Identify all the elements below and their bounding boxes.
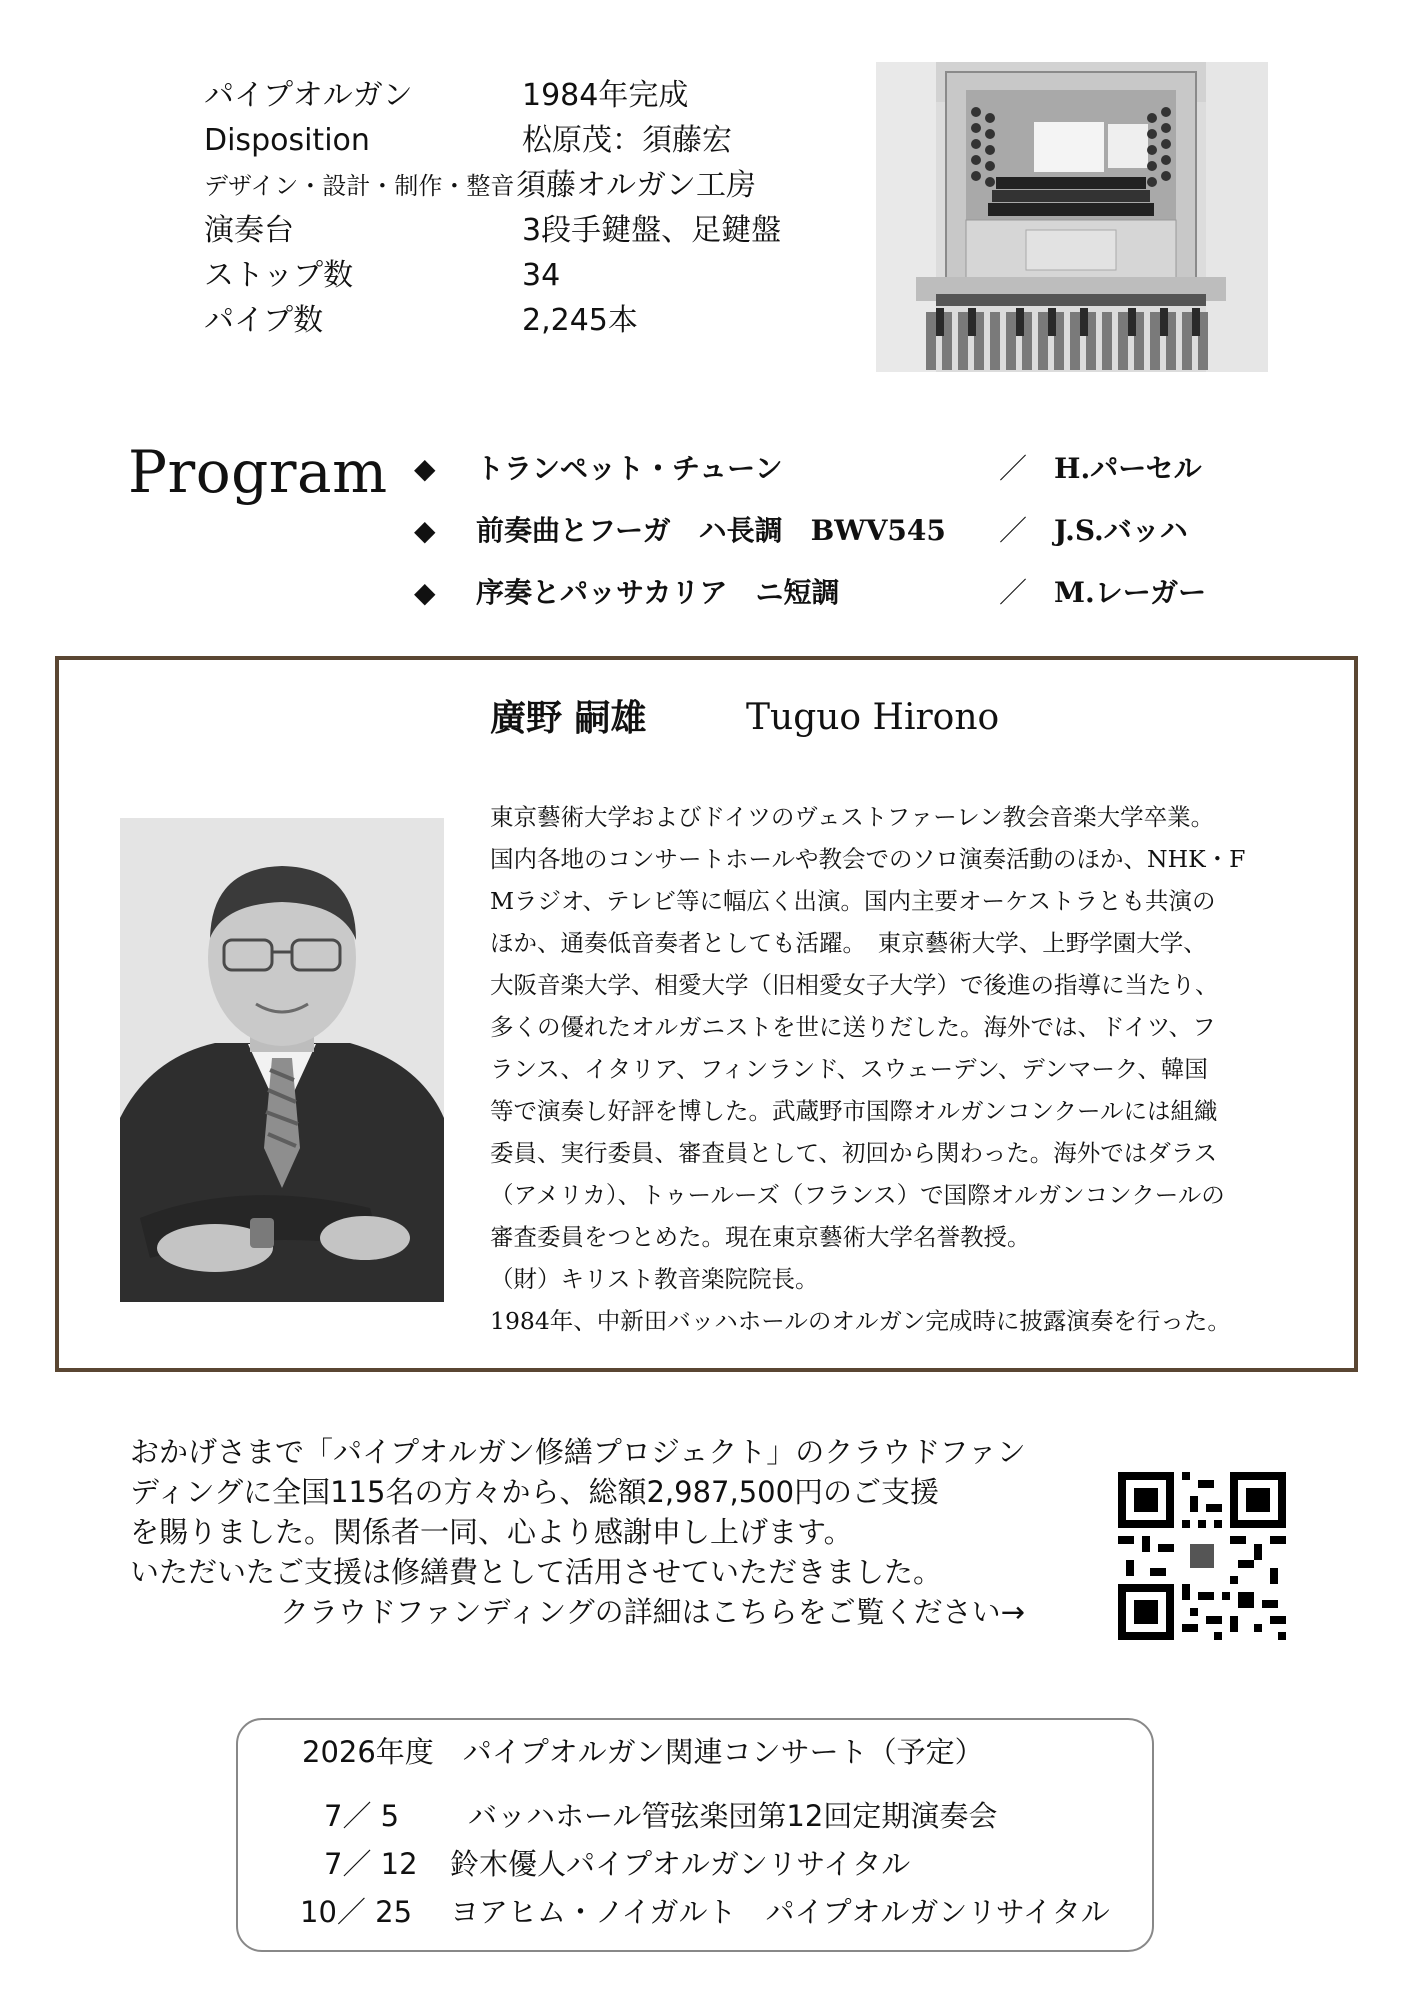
program-separator: ／ [999,514,1028,547]
program-item-composer: J.S.バッハ [1054,514,1188,547]
spec-value: 1984年完成 [522,78,689,113]
spec-value: 松原茂：須藤宏 [522,123,732,158]
concert-title: バッハホール管弦楽団第12回定期演奏会 [468,1799,998,1833]
program-item-title: 序奏とパッサカリア ニ短調 [476,576,840,609]
program-item [414,444,1244,494]
spec-label: ストップ数 [204,258,354,293]
crowdfunding-qr-code[interactable] [1118,1472,1286,1640]
spec-label: パイプ数 [204,303,324,338]
bio-line: 国内各地のコンサートホールや教会でのソロ演奏活動のほか、NHK・F [490,845,1246,873]
concert-item [300,1890,1110,1934]
diamond-bullet-icon: ◆ [414,576,436,609]
bio-line: ランス、イタリア、フィンランド、スウェーデン、デンマーク、韓国 [490,1055,1208,1083]
performer-portrait-photo [120,818,444,1302]
crowdfunding-details-link[interactable]: クラウドファンディングの詳細はこちらをご覧ください→ [280,1595,1025,1629]
bio-line: 東京藝術大学およびドイツのヴェストファーレン教会音楽大学卒業。 [490,803,1215,831]
bio-line: 大阪音楽大学、相愛大学（旧相愛女子大学）で後進の指導に当たり、 [490,971,1219,999]
organ-console-photo [876,62,1268,372]
thanks-line: おかげさまで「パイプオルガン修繕プロジェクト」のクラウドファン [130,1435,1026,1469]
spec-label: デザイン・設計・制作・整音 [204,172,515,200]
bio-line: 等で演奏し好評を博した。武蔵野市国際オルガンコンクールには組織 [490,1097,1218,1125]
bio-line: （アメリカ）、トゥールーズ（フランス）で国際オルガンコンクールの [490,1181,1225,1209]
spec-label: 演奏台 [204,213,294,248]
spec-label: Disposition [204,123,370,158]
program-separator: ／ [999,576,1028,609]
bio-line: 委員、実行委員、審査員として、初回から関わった。海外ではダラス [490,1139,1218,1167]
diamond-bullet-icon: ◆ [414,514,436,547]
program-item [414,506,1244,556]
program-item-composer: H.パーセル [1054,452,1202,485]
diamond-bullet-icon: ◆ [414,452,436,485]
bio-line: 多くの優れたオルガニストを世に送りだした。海外では、ドイツ、フ [490,1013,1216,1041]
program-item-composer: M.レーガー [1054,576,1207,609]
spec-row [204,254,854,298]
program-item [414,568,1244,618]
bio-line: （財）キリスト教音楽院院長。 [490,1265,819,1293]
thanks-line: ディングに全国115名の方々から、総額2,987,500円のご支援 [130,1475,940,1509]
program-item-title: トランペット・チューン [476,452,783,485]
spec-value: 須藤オルガン工房 [516,168,756,203]
concerts-heading: 2026年度 パイプオルガン関連コンサート（予定） [302,1735,984,1769]
concert-date: 7／ 5 [324,1799,400,1833]
concert-item [300,1794,1000,1838]
spec-value: 2,245本 [522,303,638,338]
performer-name: 廣野 嗣雄 [490,697,647,739]
spec-row [204,209,854,253]
concert-title: 鈴木優人パイプオルガンリサイタル [450,1847,911,1881]
concert-title: ヨアヒム・ノイガルト パイプオルガンリサイタル [450,1895,1110,1929]
spec-label: パイプオルガン [204,78,413,113]
performer-name-english: Tuguo Hirono [746,697,1000,738]
spec-row [204,299,854,343]
spec-value: 34 [522,258,561,293]
concert-date: 10／ 25 [300,1895,413,1929]
bio-line: Mラジオ、テレビ等に幅広く出演。国内主要オーケストラとも共演の [490,887,1216,915]
thanks-line: を賜りました。関係者一同、心より感謝申し上げます。 [130,1515,853,1549]
spec-row [204,119,854,163]
spec-row [204,164,854,208]
program-separator: ／ [999,452,1028,485]
spec-row [204,74,854,118]
concert-date: 7／ 12 [324,1847,418,1881]
bio-line: 1984年、中新田バッハホールのオルガン完成時に披露演奏を行った。 [490,1307,1231,1335]
bio-line: ほか、通奏低音奏者としても活躍。 東京藝術大学、上野学園大学、 [490,929,1207,957]
crowdfunding-thanks [130,1432,1080,1632]
bio-line: 審査委員をつとめた。現在東京藝術大学名誉教授。 [490,1223,1031,1251]
thanks-line: いただいたご支援は修繕費として活用させていただきました。 [130,1555,943,1589]
spec-value: 3段手鍵盤、足鍵盤 [522,213,782,248]
performer-biography [490,796,1290,1342]
program-heading: Program [128,438,388,506]
concert-item [300,1842,1000,1886]
program-item-title: 前奏曲とフーガ ハ長調 BWV545 [476,514,946,547]
